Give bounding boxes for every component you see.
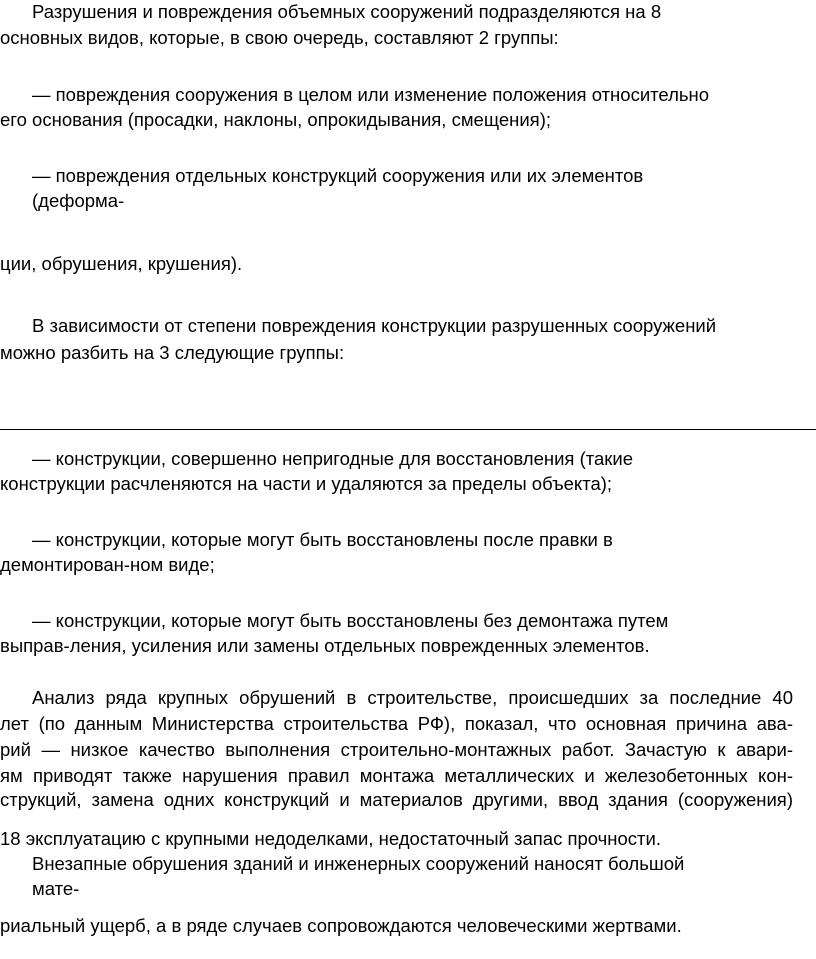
text-line: конструкции расчленяются на части и удаляются за пределы объекта); <box>0 473 613 494</box>
text-line: Разрушения и повреждения объемных сооружений подразделяются на 8 <box>32 1 662 22</box>
text-line: — конструкции, которые могут быть восстановлены после правки в <box>32 529 613 550</box>
text-line: основных видов, которые, в свою очередь, составляют 2 группы: <box>0 27 559 48</box>
text-line: — повреждения сооружения в целом или изменение положения относительно <box>32 84 710 105</box>
text-line: Анализ ряда крупных обрушений в строительстве, происшедших за последние 40 <box>32 687 793 708</box>
text-line: мате- <box>32 878 80 899</box>
text-line: можно разбить на 3 следующие группы: <box>0 342 345 363</box>
text-line: ям приводят также нарушения правил монтажа металлических и железобетонных кон- <box>0 765 793 786</box>
text-line: 18 эксплуатацию с крупными недоделками, недостаточный запас прочности. <box>0 828 661 849</box>
text-line: — повреждения отдельных конструкций сооружения или их элементов <box>32 165 644 186</box>
text-line: ции, обрушения, крушения). <box>0 253 243 274</box>
text-line: Внезапные обрушения зданий и инженерных сооружений наносят большой <box>32 853 685 874</box>
text-line: — конструкции, совершенно непригодные для восстановления (такие <box>32 448 634 469</box>
text-line: его основания (просадки, наклоны, опрокидывания, смещения); <box>0 109 551 130</box>
text-line: рий — низкое качество выполнения строительно-монтажных работ. Зачастую к авари- <box>0 739 793 760</box>
text-line: лет (по данным Министерства строительства РФ), показал, что основная причина ава- <box>0 713 793 734</box>
horizontal-divider <box>0 429 816 430</box>
text-line: демонтирован-ном виде; <box>0 554 215 575</box>
text-line: — конструкции, которые могут быть восстановлены без демонтажа путем <box>32 610 669 631</box>
text-line: риальный ущерб, а в ряде случаев сопровождаются человеческими жертвами. <box>0 915 682 936</box>
text-line: В зависимости от степени повреждения конструкции разрушенных сооружений <box>32 315 717 336</box>
text-line: выправ-ления, усиления или замены отдельных поврежденных элементов. <box>0 635 650 656</box>
text-line: (деформа- <box>32 190 125 211</box>
text-line: струкций, замена одних конструкций и материалов другими, ввод здания (сооружения) <box>0 789 793 810</box>
